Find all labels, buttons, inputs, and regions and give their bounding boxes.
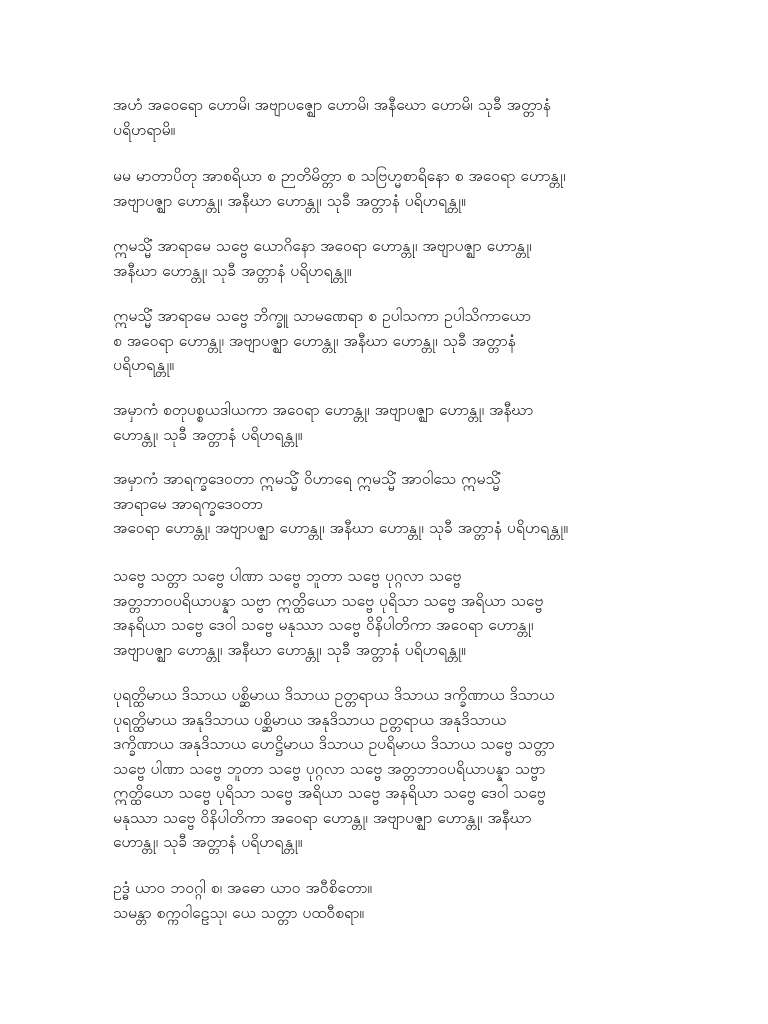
paragraph-6: အမှာကံ အာရက္ခဒေဝတာ ဣမသ္မိံ ဝိဟာရေ ဣမသ္မိံ အာဝါသေ ဣမသ္မိံ အာရာမေ အာရက္ခဒေဝတာ အဝေရာ ဟောန္တု၊ အဗျာပဇ္ဈာ ဟောန္တု၊ အနီဃာ ဟောန္တု၊ သုခီ အတ္တာနံ ပရိဟရန္တု။ xyxy=(113,470,569,537)
paragraph-9: ဥဒ္ဓံ ယာဝ ဘဝဂ္ဂါ စ၊ အဓော ယာဝ အဝီစိတော။ သမန္တာ စက္ကဝါဠေသု၊ ယေ သတ္တာ ပထဝီစရာ။ xyxy=(113,879,373,922)
paragraph-5: အမှာကံ စတုပစ္စယဒါယကာ အဝေရာ ဟောန္တု၊ အဗျာပဇ္ဈာ ဟောန္တု၊ အနီဃာ ဟောန္တု၊ သုခီ အတ္တာနံ ပရိဟရန္တု။ xyxy=(113,401,534,444)
paragraph-3: ဣမသ္မိံ အာရာမေ သဗ္ဗေ ယောဂိနော အဝေရာ ဟောန္တု၊ အဗျာပဇ္ဈာ ဟောန္တု၊ အနီဃာ ဟောန္တု၊ သုခီ အတ္တာနံ ပရိဟရန္တု။ xyxy=(113,237,532,280)
paragraph-7: သဗ္ဗေ သတ္တာ သဗ္ဗေ ပါဏာ သဗ္ဗေ ဘူတာ သဗ္ဗေ ပုဂ္ဂလာ သဗ္ဗေ အတ္တဘာဝပရိယာပန္နာ သဗ္ဗာ ဣတ္ထိယော သဗ္ဗေ ပုရိသာ သဗ္ဗေ အရိယာ သဗ္ဗေ အနရိယာ သဗ္ဗေ ဒေဝါ သဗ္ဗေ မနုဿာ သဗ္ဗေ ဝိနိပါတိကာ အဝေရာ ဟောန္တု၊ အဗျာပဇ္ဈာ ဟောန္တု၊ အနီဃာ ဟောန္တု၊ သုခီ အတ္တာနံ ပရိဟရန္တု။ xyxy=(113,567,544,659)
paragraph-8: ပုရတ္ထိမာယ ဒိသာယ ပစ္ဆိမာယ ဒိသာယ ဥတ္တရာယ ဒိသာယ ဒက္ခိဏာယ ဒိသာယ ပုရတ္ထိမာယ အနုဒိသာယ ပစ္ဆိမာယ အနုဒိသာယ ဥတ္တရာယ အနုဒိသာယ ဒက္ခိဏာယ အနုဒိသာယ ဟေဋ္ဌိမာယ ဒိသာယ ဥပရိမာယ ဒိသာယ သဗ္ဗေ သတ္တာ သဗ္ဗေ ပါဏာ သဗ္ဗေ ဘူတာ သဗ္ဗေ ပုဂ္ဂလာ သဗ္ဗေ အတ္တဘာဝပရိယာပန္နာ သဗ္ဗာ ဣတ္ထိယော သဗ္ဗေ ပုရိသာ သဗ္ဗေ အရိယာ သဗ္ဗေ အနရိယာ သဗ္ဗေ ဒေဝါ သဗ္ဗေ မနုဿာ သဗ္ဗေ ဝိနိပါတိကာ အဝေရာ ဟောန္တု၊ အဗျာပဇ္ဈာ ဟောန္တု၊ အနီဃာ ဟောန္တု၊ သုခီ အတ္တာနံ ပရိဟရန္တု။ xyxy=(113,686,555,851)
paragraph-1: အဟံ အဝေရော ဟောမိ၊ အဗျာပဇ္ဈော ဟောမိ၊ အနီဃော ဟောမိ၊ သုခီ အတ္တာနံ ပရိဟရာမိ။ xyxy=(113,96,551,139)
paragraph-4: ဣမသ္မိံ အာရာမေ သဗ္ဗေ ဘိက္ခူ သာမဏေရာ စ ဥပါသကာ ဥပါသိကာယော စ အဝေရာ ဟောန္တု၊ အဗျာပဇ္ဈာ ဟောန္တု၊ အနီဃာ ဟောန္တု၊ သုခီ အတ္တာနံ ပရိဟရန္တု။ xyxy=(113,307,532,374)
paragraph-2: မမ မာတာပိတု အာစရိယာ စ ဉာတိမိတ္တာ စ သဗြဟ္မစာရိနော စ အဝေရာ ဟောန္တု၊ အဗျာပဇ္ဈာ ဟောန္တု၊ အနီဃာ ဟောန္တု၊ သုခီ အတ္တာနံ ပရိဟရန္တု။ xyxy=(113,167,566,210)
